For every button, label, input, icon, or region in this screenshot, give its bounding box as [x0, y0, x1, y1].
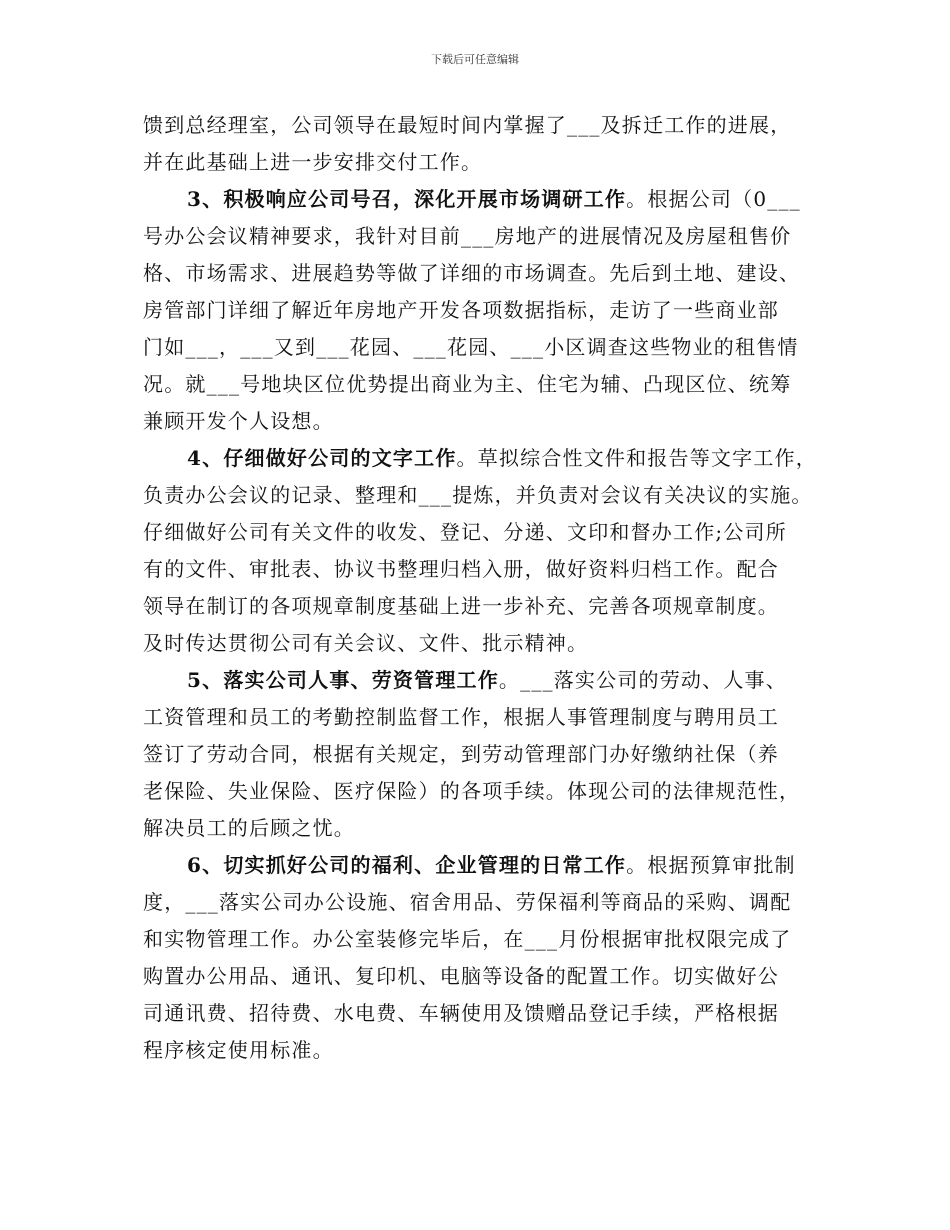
text-line: 工资管理和员工的考勤控制监督工作，根据人事管理制度与聘用员工 — [143, 705, 779, 729]
text-line: 门如___，___又到___花园、___花园、___小区调查这些物业的租售情 — [143, 335, 799, 359]
text-line: 有的文件、审批表、协议书整理归档入册，做好资料归档工作。配合 — [143, 557, 779, 581]
text-line: 号办公会议精神要求，我针对目前___房地产的进展情况及房屋租售价 — [143, 224, 792, 248]
first-line — [143, 847, 815, 884]
paragraph-continuation — [143, 107, 815, 181]
section-heading: 4、仔细做好公司的文字工作 — [187, 446, 457, 470]
first-line — [143, 440, 815, 477]
text-line: 馈到总经理室，公司领导在最短时间内掌握了___及拆迁工作的进展， — [143, 113, 792, 137]
section-heading: 5、落实公司人事、劳资管理工作 — [187, 668, 499, 692]
text-line: 及时传达贯彻公司有关会议、文件、批示精神。 — [143, 631, 589, 655]
text-line: 房管部门详细了解近年房地产开发各项数据指标，走访了一些商业部 — [143, 298, 779, 322]
text-line: 领导在制订的各项规章制度基础上进一步补充、完善各项规章制度。 — [143, 594, 779, 618]
first-line-text: 。根据预算审批制 — [626, 853, 796, 877]
page-header: 下载后可任意编辑 — [431, 53, 519, 66]
paragraph-welfare-management — [143, 847, 815, 1069]
text-line: 格、市场需求、进展趋势等做了详细的市场调查。先后到土地、建设、 — [143, 261, 801, 285]
text-line: 签订了劳动合同，根据有关规定，到劳动管理部门办好缴纳社保（养 — [143, 742, 779, 766]
first-line — [143, 181, 815, 218]
text-line: 老保险、失业保险、医疗保险）的各项手续。体现公司的法律规范性， — [143, 779, 801, 803]
text-line: 解决员工的后顾之忧。 — [143, 816, 355, 840]
document-body — [143, 107, 815, 1069]
paragraph-hr-management — [143, 662, 815, 847]
first-line-text: 。草拟综合性文件和报告等文字工作， — [456, 446, 817, 470]
first-line-text: 。根据公司（0___ — [626, 187, 801, 211]
first-line — [143, 662, 815, 699]
section-heading: 3、积极响应公司号召，深化开展市场调研工作 — [187, 187, 627, 211]
text-line: 兼顾开发个人设想。 — [143, 409, 334, 433]
text-line: 司通讯费、招待费、水电费、车辆使用及馈赠品登记手续，严格根据 — [143, 1001, 779, 1025]
text-line: 仔细做好公司有关文件的收发、登记、分递、文印和督办工作;公司所 — [143, 520, 787, 544]
text-line: 况。就___号地块区位优势提出商业为主、住宅为辅、凸现区位、统筹 — [143, 372, 792, 396]
text-line: 度，___落实公司办公设施、宿舍用品、劳保福利等商品的采购、调配 — [143, 890, 792, 914]
section-heading: 6、切实抓好公司的福利、企业管理的日常工作 — [187, 853, 627, 877]
text-line: 和实物管理工作。办公室装修完毕后，在___月份根据审批权限完成了 — [143, 927, 792, 951]
text-line: 购置办公用品、通讯、复印机、电脑等设备的配置工作。切实做好公 — [143, 964, 779, 988]
text-line: 并在此基础上进一步安排交付工作。 — [143, 150, 483, 174]
paragraph-market-research — [143, 181, 815, 440]
text-line: 程序核定使用标准。 — [143, 1038, 334, 1062]
paragraph-document-work — [143, 440, 815, 662]
first-line-text: 。___落实公司的劳动、人事、 — [498, 668, 787, 692]
text-line: 负责办公会议的记录、整理和___提炼，并负责对会议有关决议的实施。 — [143, 483, 813, 507]
